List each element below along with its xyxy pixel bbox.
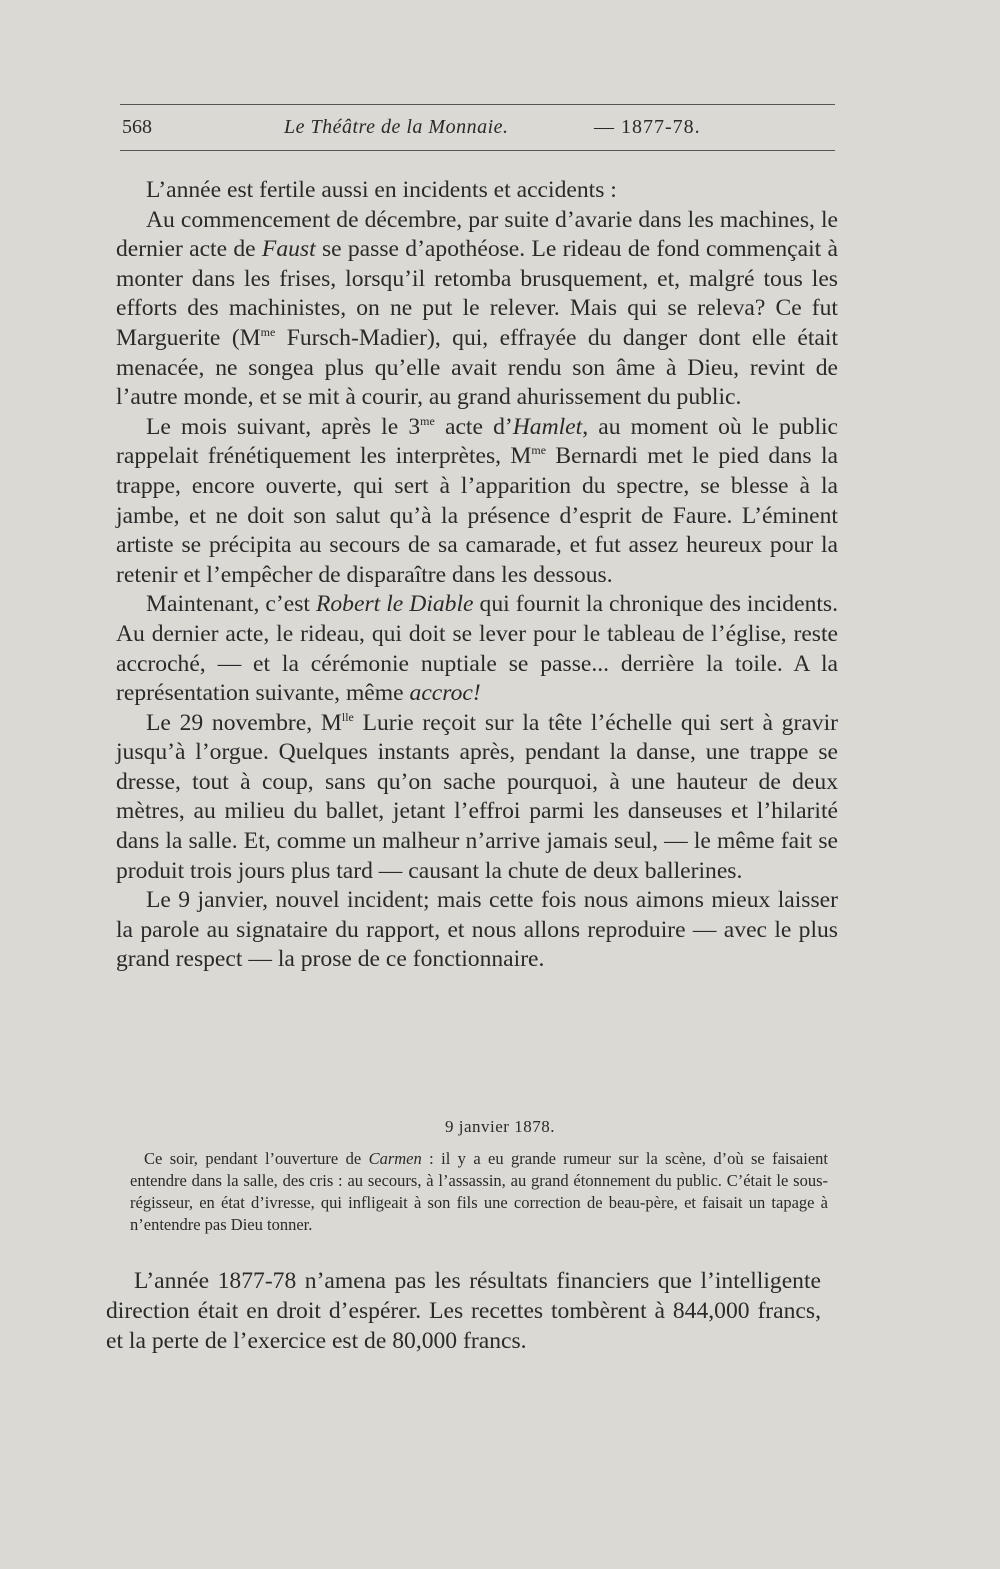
title-hamlet: Hamlet <box>512 413 583 440</box>
emphasis-accroc: accroc! <box>409 680 481 707</box>
title-carmen: Carmen <box>368 1149 422 1168</box>
header-rule-top <box>120 104 835 105</box>
paragraph-2-text-a: Au commencement de décembre, par suite d’avarie dans les machines, le dernier acte de <box>116 206 838 263</box>
superscript-me: me <box>531 443 547 458</box>
paragraph-2-text-b: se passe d’apothéose. Le rideau de fond commençait à monter dans les frises, lorsqu’il retomba brusquement, et, malgré tous les efforts des machinistes, on ne put le relever. Mais qui se releva? Ce fut Marguerite (M <box>116 236 838 351</box>
running-years: — 1877-78. <box>594 116 701 138</box>
title-faust: Faust <box>261 236 316 263</box>
paragraph-3 <box>116 413 838 591</box>
running-title: Le Théâtre de la Monnaie. <box>284 116 509 138</box>
report-text-a: Ce soir, pendant l’ouverture de <box>144 1149 369 1168</box>
paragraph-6-text: Le 9 janvier, nouvel incident; mais cette fois nous aimons mieux laisser la parole au signataire du rapport, et nous allons reproduire — avec le plus grand respect — la prose de ce fonctionnaire. <box>116 887 838 973</box>
page-number: 568 <box>122 116 152 138</box>
report-date: 9 janvier 1878. <box>445 1117 555 1136</box>
paragraph-4-text-a: Maintenant, c’est <box>146 591 316 618</box>
paragraph-3-text-b: acte d’ <box>434 413 513 440</box>
report-paragraph <box>130 1148 828 1236</box>
report-quote <box>130 1148 828 1236</box>
paragraph-3-text-c: , au moment où le public rappelait frénétiquement les interprètes, M <box>116 413 839 470</box>
paragraph-1 <box>116 176 838 206</box>
paragraph-7-text: L’année 1877-78 n’amena pas les résultats financiers que l’intelligente direction était en droit d’espérer. Les recettes tombèrent à 844,000 francs, et la perte de l’exercice est de 80,000 francs. <box>106 1268 821 1354</box>
main-text <box>116 176 838 975</box>
report-text-b: : il y a eu grande rumeur sur la scène, d’où se faisaient entendre dans la salle, des cris : au secours, à l’assassin, au grand étonnement du public. C’était le sous-régisseur, en état d’ivresse, qui infligeait à son fils une correction de beau-père, et faisait un tapage à n’entendre pas Dieu tonner. <box>130 1149 828 1234</box>
header-rule-bottom <box>120 150 835 151</box>
paragraph-3-text-a: Le mois suivant, après le 3 <box>146 413 421 440</box>
paragraph-6 <box>116 886 838 975</box>
closing-text <box>106 1266 821 1356</box>
paragraph-7 <box>106 1266 821 1356</box>
paragraph-3-text-d: Bernardi met le pied dans la trappe, encore ouverte, qui sert à l’apparition du spectre, se blesse à la jambe, et ne doit son salut qu’à la présence d’esprit de Faure. L’éminent artiste se précipita au secours de sa camarade, et fut assez heureux pour la retenir et l’empêcher de disparaître dans les dessous. <box>116 443 838 588</box>
paragraph-1-text: L’année est fertile aussi en incidents et accidents : <box>146 177 617 203</box>
paragraph-5-text-b: Lurie reçoit sur la tête l’échelle qui sert à gravir jusqu’à l’orgue. Quelques instants après, pendant la danse, une trappe se dresse, tout à coup, sans qu’on sache pourquoi, à une hauteur de deux mètres, au milieu du ballet, jetant l’effroi parmi les danseuses et l’hilarité dans la salle. Et, comme un malheur n’arrive jamais seul, — le même fait se produit trois jours plus tard — causant la chute de deux ballerines. <box>116 709 838 884</box>
paragraph-2 <box>116 206 838 413</box>
paragraph-2-text-c: Fursch-Madier), qui, effrayée du danger dont elle était menacée, ne songea plus qu’elle avait rendu son âme à Dieu, revint de l’autre monde, et se mit à courir, au grand ahurissement du public. <box>116 324 838 411</box>
title-robert-le-diable: Robert le Diable <box>315 591 474 618</box>
superscript-me: me <box>420 413 435 428</box>
superscript-me: me <box>260 324 276 339</box>
superscript-lle: lle <box>341 709 354 724</box>
paragraph-4-text-b: qui fournit la chronique des incidents. Au dernier acte, le rideau, qui doit se lever pour le tableau de l’église, reste accroché, — et la cérémonie nuptiale se passe... derrière la toile. A la représentation suivante, même <box>116 591 839 707</box>
paragraph-5-text-a: Le 29 novembre, M <box>146 709 342 736</box>
paragraph-4 <box>116 590 838 708</box>
running-header <box>122 116 837 146</box>
paragraph-5 <box>116 709 838 887</box>
